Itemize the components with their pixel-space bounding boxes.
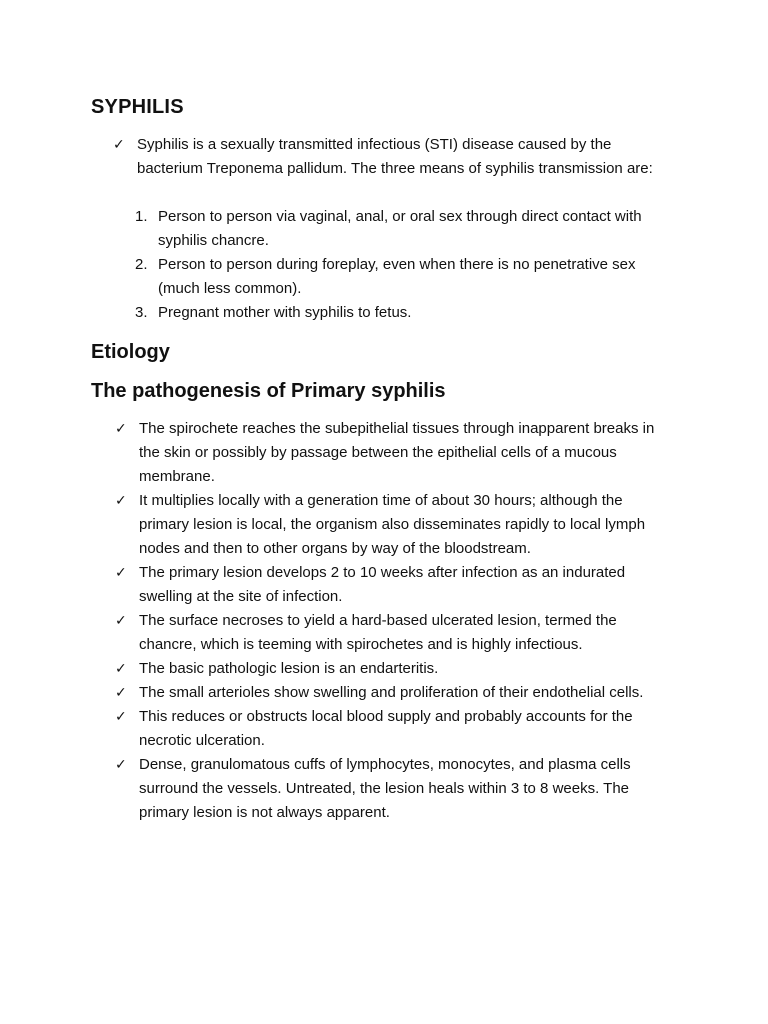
pathogenesis-heading: The pathogenesis of Primary syphilis — [91, 380, 446, 402]
list-number: 3. — [135, 304, 148, 321]
intro-bullet — [113, 133, 673, 181]
list-item — [115, 753, 675, 825]
list-number: 2. — [135, 256, 148, 273]
intro-text: Syphilis is a sexually transmitted infectious (STI) disease caused by the bacterium Treponema pallidum. The three means of syphilis transmission are: — [137, 136, 653, 177]
list-item-text: Pregnant mother with syphilis to fetus. — [158, 304, 412, 321]
list-item-text: Person to person via vaginal, anal, or oral sex through direct contact with syphilis chancre. — [158, 208, 642, 249]
checkmark-icon: ✓ — [115, 661, 127, 677]
list-item — [135, 205, 680, 253]
list-item-text: Dense, granulomatous cuffs of lymphocytes, monocytes, and plasma cells surround the vessels. Untreated, the lesion heals within 3 to 8 weeks. The primary lesion is not always apparent. — [139, 756, 631, 821]
list-item-text: It multiplies locally with a generation time of about 30 hours; although the primary lesion is local, the organism also disseminates rapidly to local lymph nodes and then to other organs by way of the bloodstream. — [139, 492, 646, 557]
list-item-text: The primary lesion develops 2 to 10 weeks after infection as an indurated swelling at the site of infection. — [139, 564, 626, 605]
list-item-text: Person to person during foreplay, even when there is no penetrative sex (much less common). — [158, 256, 636, 297]
checkmark-icon: ✓ — [113, 137, 125, 153]
list-item — [135, 253, 680, 301]
list-item — [115, 417, 675, 489]
list-number: 1. — [135, 208, 148, 225]
checkmark-icon: ✓ — [115, 565, 127, 581]
list-item — [115, 681, 675, 705]
list-item-text: This reduces or obstructs local blood supply and probably accounts for the necrotic ulceration. — [139, 708, 633, 749]
transmission-list — [135, 205, 680, 325]
list-item — [115, 609, 675, 657]
list-item-text: The small arterioles show swelling and proliferation of their endothelial cells. — [139, 684, 644, 701]
list-item-text: The spirochete reaches the subepithelial tissues through inapparent breaks in the skin or possibly by passage between the epithelial cells of a mucous membrane. — [139, 420, 655, 485]
list-item — [135, 301, 680, 325]
list-item — [115, 657, 675, 681]
etiology-heading: Etiology — [91, 341, 170, 363]
list-item-text: The surface necroses to yield a hard-based ulcerated lesion, termed the chancre, which is teeming with spirochetes and is highly infectious. — [139, 612, 617, 653]
checkmark-icon: ✓ — [115, 685, 127, 701]
list-item-text: The basic pathologic lesion is an endarteritis. — [139, 660, 439, 677]
checkmark-icon: ✓ — [115, 613, 127, 629]
checkmark-icon: ✓ — [115, 709, 127, 725]
pathogenesis-list — [115, 417, 675, 825]
checkmark-icon: ✓ — [115, 757, 127, 773]
page-title: SYPHILIS — [91, 96, 184, 118]
list-item — [115, 705, 675, 753]
list-item — [115, 489, 675, 561]
list-item — [115, 561, 675, 609]
checkmark-icon: ✓ — [115, 493, 127, 509]
checkmark-icon: ✓ — [115, 421, 127, 437]
